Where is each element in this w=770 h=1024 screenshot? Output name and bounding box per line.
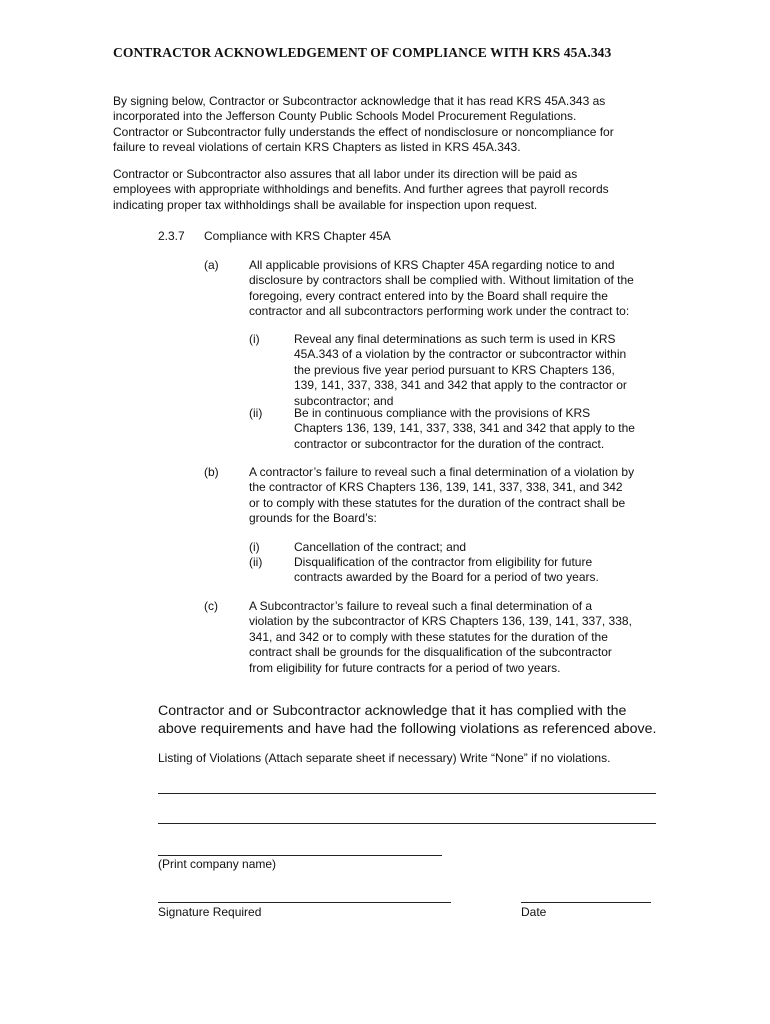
labor-line: Contractor or Subcontractor also assures that all labor under its direction will be paid as xyxy=(113,167,578,181)
section-heading: Compliance with KRS Chapter 45A xyxy=(204,229,391,243)
clause-line: contracts awarded by the Board for a period of two years. xyxy=(294,570,599,585)
clause-line: A contractor’s failure to reveal such a final determination of a violation by xyxy=(249,465,635,479)
clause-a-mark: (a) xyxy=(204,258,219,272)
clause-a-ii-mark: (ii) xyxy=(249,406,263,420)
clause-line: subcontractor; and xyxy=(294,393,394,408)
clause-b-i-mark: (i) xyxy=(249,540,260,554)
clause-b-text xyxy=(249,465,634,527)
company-name-label: (Print company name) xyxy=(158,857,277,871)
clause-b-i-text xyxy=(294,540,466,555)
intro-line: incorporated into the Jefferson County Public Schools Model Procurement Regulations. xyxy=(113,109,577,124)
acknowledgement-statement xyxy=(158,703,656,738)
clause-line: grounds for the Board’s: xyxy=(249,511,377,526)
acknowledgement-line: above requirements and have had the following violations as referenced above. xyxy=(158,720,657,737)
clause-b-mark: (b) xyxy=(204,465,219,479)
intro-line: Contractor or Subcontractor fully understands the effect of nondisclosure or noncompliance for xyxy=(113,124,614,139)
clause-line: A Subcontractor’s failure to reveal such a final determination of a xyxy=(249,599,593,613)
clause-line: or to comply with these statutes for the duration of the contract shall be xyxy=(249,495,626,510)
clause-a-text xyxy=(249,258,634,320)
clause-a-i-mark: (i) xyxy=(249,332,260,346)
document-title: CONTRACTOR ACKNOWLEDGEMENT OF COMPLIANCE WITH KRS 45A.343 xyxy=(113,45,612,60)
violations-listing-label: Listing of Violations (Attach separate sheet if necessary) Write “None” if no violations. xyxy=(158,751,611,765)
signature-line[interactable] xyxy=(158,902,451,903)
intro-line: By signing below, Contractor or Subcontractor acknowledge that it has read KRS 45A.343 as xyxy=(113,94,606,108)
clause-a-ii-text xyxy=(294,406,635,452)
clause-line: the previous five year period pursuant to KRS Chapters 136, xyxy=(294,362,615,377)
clause-line: Cancellation of the contract; and xyxy=(294,540,467,554)
clause-line: 139, 141, 337, 338, 341 and 342 that apply to the contractor or xyxy=(294,378,627,393)
clause-line: Be in continuous compliance with the provisions of KRS xyxy=(294,406,591,420)
clause-line: from eligibility for future contracts for a period of two years. xyxy=(249,660,561,675)
labor-paragraph xyxy=(113,167,653,213)
clause-b-ii-mark: (ii) xyxy=(249,555,263,569)
clause-line: 45A.343 of a violation by the contractor or subcontractor within xyxy=(294,347,627,362)
clause-line: the contractor of KRS Chapters 136, 139, 141, 337, 338, 341, and 342 xyxy=(249,480,623,495)
clause-line: contractor or subcontractor for the duration of the contract. xyxy=(294,436,605,451)
clause-line: violation by the subcontractor of KRS Chapters 136, 139, 141, 337, 338, xyxy=(249,614,632,629)
clause-c-text xyxy=(249,599,632,676)
intro-paragraph xyxy=(113,94,653,156)
clause-a-i-text xyxy=(294,332,627,409)
labor-line: employees with appropriate withholdings and benefits. And further agrees that payroll records xyxy=(113,182,609,197)
intro-line: failure to reveal violations of certain KRS Chapters as listed in KRS 45A.343. xyxy=(113,140,521,155)
clause-line: Chapters 136, 139, 141, 337, 338, 341 and 342 that apply to the xyxy=(294,421,635,436)
violations-line-1[interactable] xyxy=(158,793,656,794)
labor-line: indicating proper tax withholdings shall be available for inspection upon request. xyxy=(113,197,538,212)
acknowledgement-line: Contractor and or Subcontractor acknowledge that it has complied with the xyxy=(158,703,627,719)
clause-line: contract shall be grounds for the disqualification of the subcontractor xyxy=(249,645,612,660)
clause-line: contractor and all subcontractors performing work under the contract to: xyxy=(249,304,630,319)
clause-line: Reveal any final determinations as such term is used in KRS xyxy=(294,332,616,346)
clause-c-mark: (c) xyxy=(204,599,218,613)
clause-line: All applicable provisions of KRS Chapter 45A regarding notice to and xyxy=(249,258,615,272)
violations-line-2[interactable] xyxy=(158,823,656,824)
clause-line: 341, and 342 or to comply with these statutes for the duration of the xyxy=(249,629,608,644)
clause-line: disclosure by contractors shall be complied with. Without limitation of the xyxy=(249,273,634,288)
company-name-line[interactable] xyxy=(158,855,442,856)
clause-line: Disqualification of the contractor from eligibility for future xyxy=(294,555,593,569)
signature-label: Signature Required xyxy=(158,905,262,919)
date-line[interactable] xyxy=(521,902,651,903)
clause-line: foregoing, every contract entered into by the Board shall require the xyxy=(249,288,608,303)
section-number: 2.3.7 xyxy=(158,229,185,243)
clause-b-ii-text xyxy=(294,555,599,586)
date-label: Date xyxy=(521,905,547,919)
